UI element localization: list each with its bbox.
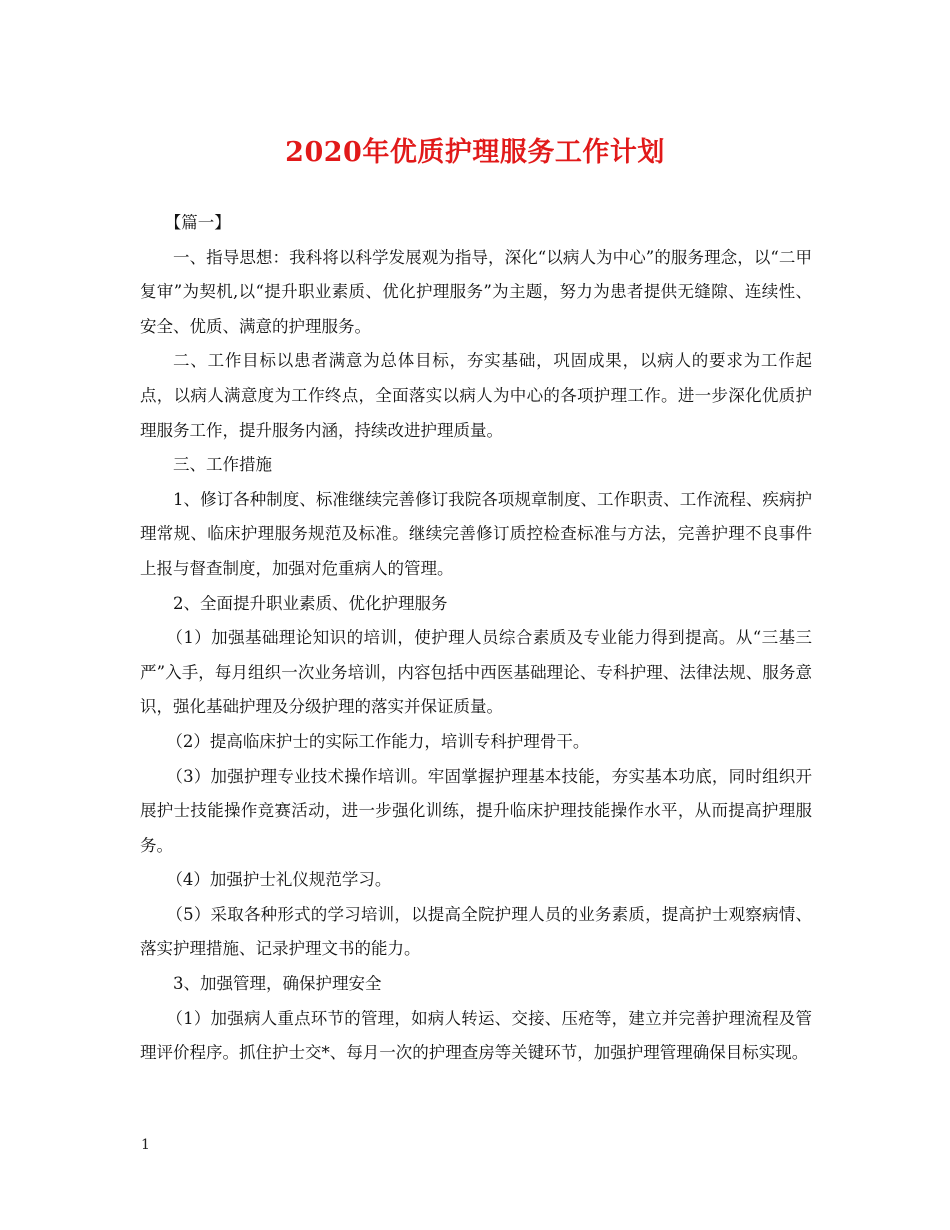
document-body (140, 206, 812, 1071)
heading-work-measures: 三、工作措施 (173, 455, 272, 475)
section-label: 【篇一】 (164, 213, 231, 232)
paragraph-item-2: （2）提高临床护士的实际工作能力，培训专科护理骨干。 (166, 731, 590, 751)
paragraph-item-4: （4）加强护士礼仪规范学习。 (166, 870, 392, 890)
paragraph-item-3: （3）加强护理专业技术操作培训。牢固掌握护理基本技能，夯实基本功底，同时组织开展护士技能操作竞赛活动，进一步强化训练，提升临床护理技能操作水平，从而提高护理服务。 (140, 766, 812, 855)
paragraph-item-5: （5）采取各种形式的学习培训，以提高全院护理人员的业务素质，提高护士观察病情、落实护理措施、记录护理文书的能力。 (140, 904, 812, 959)
heading-strengthen-management: 3、加强管理，确保护理安全 (173, 974, 382, 994)
paragraph-revise-systems: 1、修订各种制度、标准继续完善修订我院各项规章制度、工作职责、工作流程、疾病护理常规、临床护理服务规范及标准。继续完善修订质控检查标准与方法，完善护理不良事件上报与督查制度，加强对危重病人的管理。 (140, 489, 812, 578)
paragraph-item-1: （1）加强基础理论知识的培训，使护理人员综合素质及专业能力得到提高。从“三基三严”入手，每月组织一次业务培训，内容包括中西医基础理论、专科护理、法律法规、服务意识，强化基础护理及分级护理的落实并保证质量。 (140, 628, 812, 717)
heading-improve-quality: 2、全面提升职业素质、优化护理服务 (173, 593, 448, 613)
paragraph-management-item-1: （1）加强病人重点环节的管理，如病人转运、交接、压疮等，建立并完善护理流程及管理评价程序。抓住护士交*、每月一次的护理查房等关键环节，加强护理管理确保目标实现。 (140, 1008, 812, 1063)
document-title: 2020年优质护理服务工作计划 (285, 137, 665, 168)
paragraph-work-goal: 二、工作目标以患者满意为总体目标，夯实基础，巩固成果，以病人的要求为工作起点，以病人满意度为工作终点，全面落实以病人为中心的各项护理工作。进一步深化优质护理服务工作，提升服务内涵，持续改进护理质量。 (140, 351, 812, 440)
page-number: 1 (141, 1137, 150, 1153)
paragraph-guiding-ideology: 一、指导思想：我科将以科学发展观为指导，深化“以病人为中心”的服务理念，以“二甲复审”为契机,以“提升职业素质、优化护理服务”为主题，努力为患者提供无缝隙、连续性、安全、优质、满意的护理服务。 (140, 247, 812, 336)
